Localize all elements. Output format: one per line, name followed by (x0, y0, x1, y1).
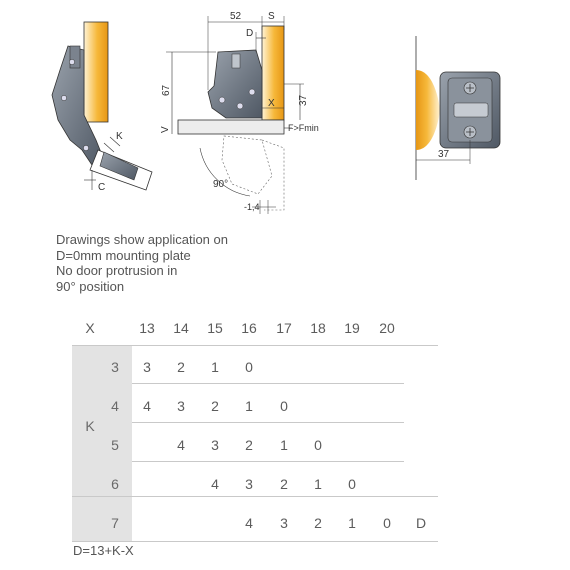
dim-label-90: 90° (213, 179, 229, 190)
cabinet-side-wood (416, 70, 440, 150)
table-cell: 3 (245, 476, 253, 492)
note-line: No door protrusion in (56, 263, 178, 278)
table-cell: 2 (245, 437, 253, 453)
note-line: Drawings show application on (56, 232, 228, 247)
dim-label-f: F>Fmin (288, 123, 319, 133)
table-cell: 4 (143, 398, 151, 414)
k-row-label: 4 (111, 398, 119, 414)
drawing-side-view-open (52, 22, 152, 193)
dim-label-neg14: -1,4 (244, 202, 260, 212)
table-cell: 3 (177, 398, 185, 414)
table-cell: 1 (348, 515, 356, 531)
table-cell: 0 (280, 398, 288, 414)
table-cell: 1 (314, 476, 322, 492)
application-notes (56, 232, 228, 294)
table-cell: 1 (245, 398, 253, 414)
k-row-label: 5 (111, 437, 119, 453)
table-divider (72, 345, 438, 346)
dim-label-k: K (116, 131, 123, 142)
x-column-header: 15 (207, 320, 223, 336)
dim-label-v: V (160, 126, 171, 133)
table-cell: 4 (245, 515, 253, 531)
k-row-label: 3 (111, 359, 119, 375)
dim-label-c: C (98, 182, 106, 193)
table-divider (132, 383, 404, 384)
dim-label-67: 67 (161, 84, 172, 96)
k-row-label: 7 (111, 515, 119, 531)
dim-label-x: X (268, 98, 275, 109)
table-divider (132, 461, 404, 462)
x-column-header: 13 (139, 320, 155, 336)
table-cell: 1 (280, 437, 288, 453)
x-column-header: 14 (173, 320, 189, 336)
table-cell: 2 (314, 515, 322, 531)
table-cell: 3 (211, 437, 219, 453)
cabinet-bottom-panel (178, 120, 284, 134)
note-line: D=0mm mounting plate (56, 247, 191, 263)
open-position-outline (222, 136, 272, 194)
cabinet-side-panel (84, 22, 108, 122)
table-cell: 0 (314, 437, 322, 453)
table-cell: 0 (348, 476, 356, 492)
table-cell: 4 (177, 437, 185, 453)
table-cell: 1 (211, 359, 219, 375)
table-cell: 2 (280, 476, 288, 492)
drawing-side-view-closed (160, 11, 319, 214)
dim-label-s: S (268, 11, 275, 22)
x-column-header: 17 (276, 320, 292, 336)
table-cell: 0 (383, 515, 391, 531)
table-divider (72, 541, 438, 542)
drawing-mounting-plate-front (416, 36, 500, 180)
hinge-technical-drawings (0, 0, 570, 230)
table-cell: 3 (280, 515, 288, 531)
table-cell: 2 (177, 359, 185, 375)
table-cell: 3 (143, 359, 151, 375)
x-axis-label: X (85, 320, 95, 336)
table-cell: 2 (211, 398, 219, 414)
dim-label-d: D (246, 28, 254, 39)
x-column-header: 19 (344, 320, 360, 336)
dim-label-52: 52 (230, 11, 242, 22)
x-column-header: 18 (310, 320, 326, 336)
note-line: 90° position (56, 278, 125, 294)
x-column-header: 16 (241, 320, 257, 336)
table-divider (132, 422, 404, 423)
k-row-label: 6 (111, 476, 119, 492)
table-cell: 0 (245, 359, 253, 375)
d-axis-label: D (415, 515, 427, 531)
dim-label-37-right: 37 (298, 94, 309, 106)
dim-label-37-plate: 37 (438, 149, 450, 160)
k-axis-label: K (85, 418, 95, 434)
table-divider (72, 496, 438, 497)
x-column-header: 20 (379, 320, 395, 336)
table-cell: 4 (211, 476, 219, 492)
formula: D=13+K-X (73, 543, 134, 558)
